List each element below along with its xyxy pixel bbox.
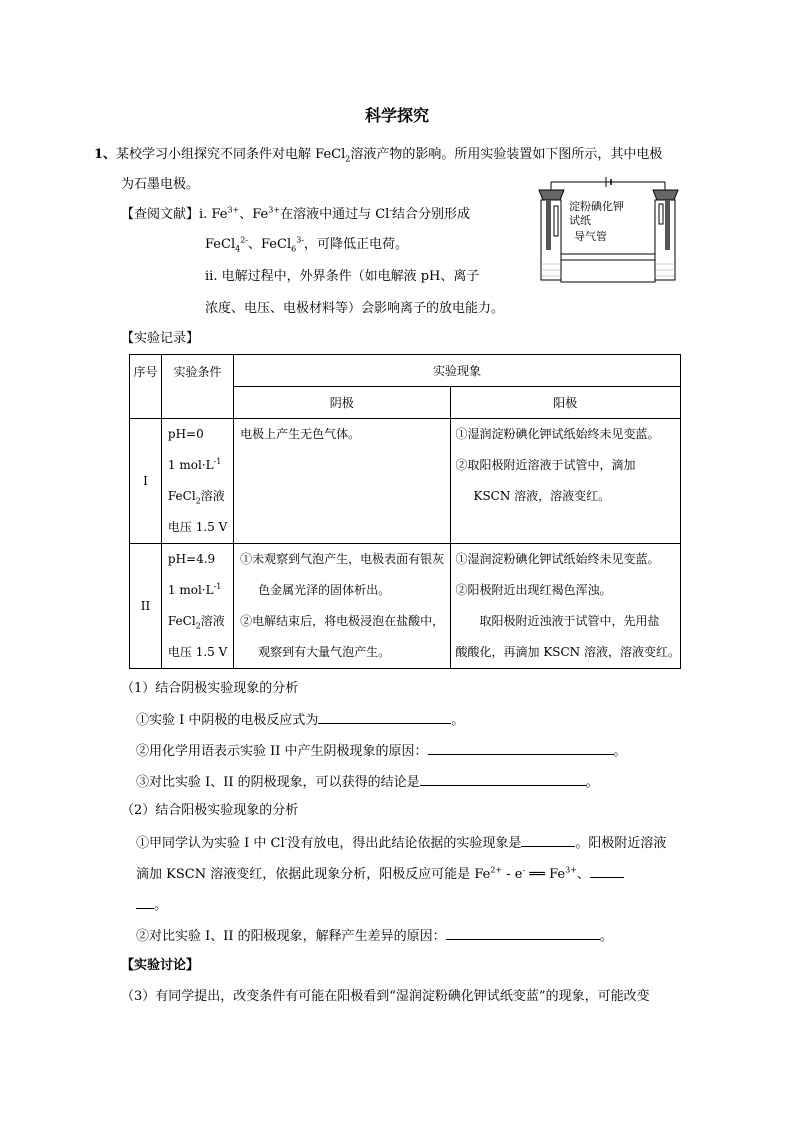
cond-ph: pH=0: [167, 427, 204, 441]
answer-blank[interactable]: [521, 833, 575, 847]
part1-q3: ③对比实验 I、II 的阴极现象，可以获得的结论是 。: [136, 772, 599, 792]
row-anode: [450, 419, 681, 544]
lit-i-b: 在溶液中通过与 Cl: [280, 207, 390, 222]
apparatus-label-tube: 导气管: [574, 230, 607, 243]
part2-title: （2）结合阳极实验现象的分析: [121, 803, 299, 818]
header-anode: 阳极: [450, 387, 681, 419]
discussion-label: 【实验讨论】: [121, 958, 200, 973]
table-row: [130, 419, 681, 544]
part1-q1: ①实验 I 中阴极的电极反应式为 。: [136, 710, 464, 730]
header-observation: 实验现象: [234, 355, 681, 387]
part1-q2: ②用化学用语表示实验 II 中产生阴极现象的原因： 。: [136, 741, 627, 761]
row-anode: [450, 544, 681, 669]
intro-text-b: 溶液产物的影响。所用实验装置如下图所示，其中电极: [350, 147, 663, 162]
anode-line: ①湿润淀粉碘化钾试纸始终未见变蓝。: [455, 552, 660, 566]
part2-q1-line2: 滴加 KSCN 溶液变红，依据此现象分析，阳极反应可能是 $Fe^{2+} - e^-$ ══ $Fe^{3+}$、: [136, 864, 624, 884]
intro-text-a: 某校学习小组探究不同条件对电解 FeCl: [116, 147, 346, 162]
lit-i-c: 结合分别形成: [392, 207, 471, 222]
question-number: 1、: [94, 147, 117, 162]
answer-blank[interactable]: [590, 864, 624, 878]
header-condition: 实验条件: [161, 355, 233, 419]
row-condition: [161, 544, 233, 669]
lit-i-a: i. Fe: [199, 207, 228, 222]
cathode-line: 观察到有大量气泡产生。: [258, 645, 391, 659]
cathode-line: ①未观察到气泡产生，电极表面有银灰: [240, 552, 445, 566]
anode-line: 取阳极附近浊液于试管中，先用盐: [479, 614, 660, 628]
apparatus-label-paper: 淀粉碘化钾: [569, 200, 624, 213]
experiment-record-table: [129, 354, 681, 669]
part2-q1-line3: 。: [136, 895, 167, 915]
answer-blank[interactable]: [318, 710, 451, 724]
part2-q2: ②对比实验 I、II 的阳极现象，解释产生差异的原因： 。: [136, 926, 613, 946]
discussion-q3: （3）有同学提出，改变条件有可能在阳极看到“湿润淀粉碘化钾试纸变蓝”的现象，可能改变: [121, 989, 650, 1004]
record-label: 【实验记录】: [121, 331, 200, 346]
literature-line-2: FeCl$_4^{2-}$、FeCl$_6^{3-}$，可降低正电荷。: [205, 235, 409, 254]
part2-q1-line1: ①甲同学认为实验 I 中 Cl-没有放电，得出此结论依据的实验现象是 。阳极附近溶液: [136, 834, 667, 851]
row-cathode: [234, 544, 450, 669]
row-cathode: [234, 419, 450, 544]
anode-line: ①湿润淀粉碘化钾试纸始终未见变蓝。: [455, 427, 660, 441]
row-condition: [161, 419, 233, 544]
cond-ph: pH=4.9: [167, 552, 216, 566]
question-intro-2: 为石墨电极。: [121, 177, 200, 192]
anode-line: ②阳极附近出现红褐色浑浊。: [455, 583, 612, 597]
page-title: 科学探究: [364, 106, 429, 125]
lit-i2-b: ，可降低正电荷。: [304, 237, 409, 252]
anode-line: KSCN 溶液，溶液变红。: [473, 489, 611, 503]
header-cathode: 阴极: [234, 387, 450, 419]
cond-conc: 1 $mol\cdot L^{-1}$: [167, 582, 222, 597]
cathode-line: ②电解结束后，将电极浸泡在盐酸中，: [240, 614, 445, 628]
anode-line: ②取阳极附近溶液于试管中，滴加: [455, 458, 636, 472]
cond-conc: 1 $mol\cdot L^{-1}$: [167, 457, 222, 472]
question-intro: [94, 146, 662, 164]
cond-solution: FeCl$_2$溶液: [167, 614, 225, 631]
anode-line: 酸酸化，再滴加 KSCN 溶液，溶液变红。: [455, 645, 680, 659]
table-row: [130, 544, 681, 669]
intro-sub: 2: [345, 154, 351, 164]
lit-i2-a: FeCl: [205, 237, 236, 252]
literature-line-3: ii. 电解过程中，外界条件（如电解液 pH、离子: [205, 269, 480, 284]
apparatus-label-paper-2: 试纸: [569, 214, 591, 227]
answer-blank[interactable]: [420, 772, 586, 786]
answer-blank[interactable]: [428, 741, 614, 755]
answer-blank[interactable]: [446, 926, 600, 940]
row-no: I: [130, 419, 162, 544]
part1-title: （1）结合阴极实验现象的分析: [121, 681, 299, 696]
literature-label: 【查阅文献】: [121, 207, 200, 222]
row-no: II: [130, 544, 162, 669]
cond-voltage: 电压 1.5 V: [167, 520, 228, 534]
cathode-line: 色金属光泽的固体析出。: [258, 583, 391, 597]
header-no: 序号: [130, 355, 162, 419]
electrolysis-apparatus-diagram: [534, 176, 684, 304]
cond-solution: FeCl$_2$溶液: [167, 489, 225, 506]
answer-blank[interactable]: [136, 895, 154, 909]
cathode-line: 电极上产生无色气体。: [240, 427, 361, 441]
cond-voltage: 电压 1.5 V: [167, 645, 228, 659]
literature-line-4: 浓度、电压、电极材料等）会影响离子的放电能力。: [205, 301, 505, 316]
literature-line-1: 【查阅文献】i. $Fe^{3+}$、$Fe^{3+}$在溶液中通过与 Cl-结合分别形成: [121, 205, 471, 222]
